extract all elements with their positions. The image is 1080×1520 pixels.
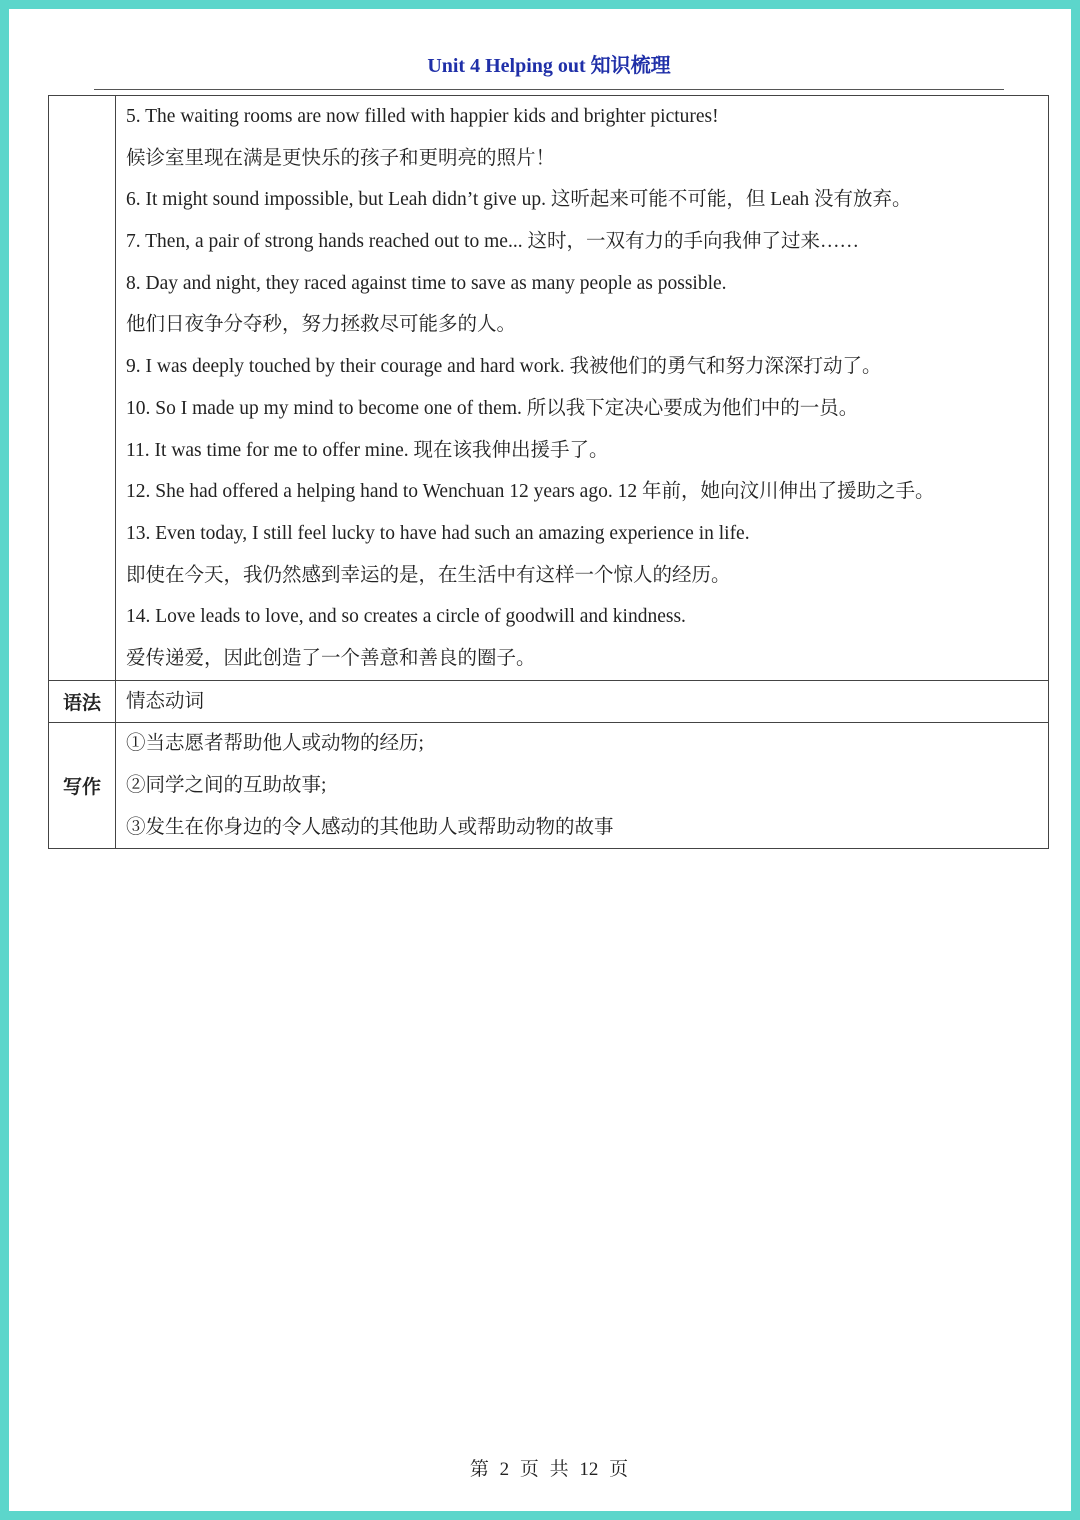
writing-content	[116, 723, 1049, 849]
sentence-line: 14. Love leads to love, and so creates a circle of goodwill and kindness.	[126, 606, 686, 628]
sentence-line: 11. It was time for me to offer mine. 现在该我伸出援手了。	[126, 439, 609, 461]
grammar-label: 语法	[49, 680, 116, 723]
header-divider	[94, 89, 1004, 90]
grammar-line: 情态动词	[126, 690, 205, 712]
writing-line: ③发生在你身边的令人感动的其他助人或帮助动物的故事	[126, 816, 614, 838]
sentence-line: 他们日夜争分夺秒，努力拯救尽可能多的人。	[126, 314, 517, 336]
writing-label: 写作	[49, 723, 116, 849]
sentence-line: 10. So I made up my mind to become one of them. 所以我下定决心要成为他们中的一员。	[126, 397, 859, 419]
writing-row	[49, 723, 1049, 849]
sentence-line: 即使在今天，我仍然感到幸运的是，在生活中有这样一个惊人的经历。	[126, 564, 731, 586]
knowledge-table	[48, 95, 1049, 849]
sentence-line: 9. I was deeply touched by their courage and hard work. 我被他们的勇气和努力深深打动了。	[126, 356, 882, 378]
sentence-line: 12. She had offered a helping hand to Wenchuan 12 years ago. 12 年前，她向汶川伸出了援助之手。	[126, 481, 935, 503]
sentences-content	[116, 96, 1049, 681]
grammar-content	[116, 680, 1049, 723]
sentence-line: 5. The waiting rooms are now filled with happier kids and brighter pictures!	[126, 106, 719, 127]
sentences-row	[49, 96, 1049, 681]
sentence-line: 7. Then, a pair of strong hands reached out to me... 这时，一双有力的手向我伸了过来……	[126, 231, 859, 253]
sentence-line: 8. Day and night, they raced against time to save as many people as possible.	[126, 272, 727, 294]
sentences-label	[49, 96, 116, 681]
page-title: Unit 4 Helping out 知识梳理	[427, 55, 671, 77]
writing-line: ①当志愿者帮助他人或动物的经历;	[126, 733, 424, 755]
sentence-line: 6. It might sound impossible, but Leah didn’t give up. 这听起来可能不可能，但 Leah 没有放弃。	[126, 189, 912, 211]
page-number: 第 2 页 共 12 页	[469, 1459, 629, 1480]
grammar-row	[49, 680, 1049, 723]
writing-line: ②同学之间的互助故事;	[126, 775, 327, 796]
sentence-line: 13. Even today, I still feel lucky to have had such an amazing experience in life.	[126, 522, 750, 544]
sentence-line: 候诊室里现在满是更快乐的孩子和更明亮的照片！	[126, 147, 556, 169]
sentence-line: 爱传递爱，因此创造了一个善意和善良的圈子。	[126, 647, 536, 669]
